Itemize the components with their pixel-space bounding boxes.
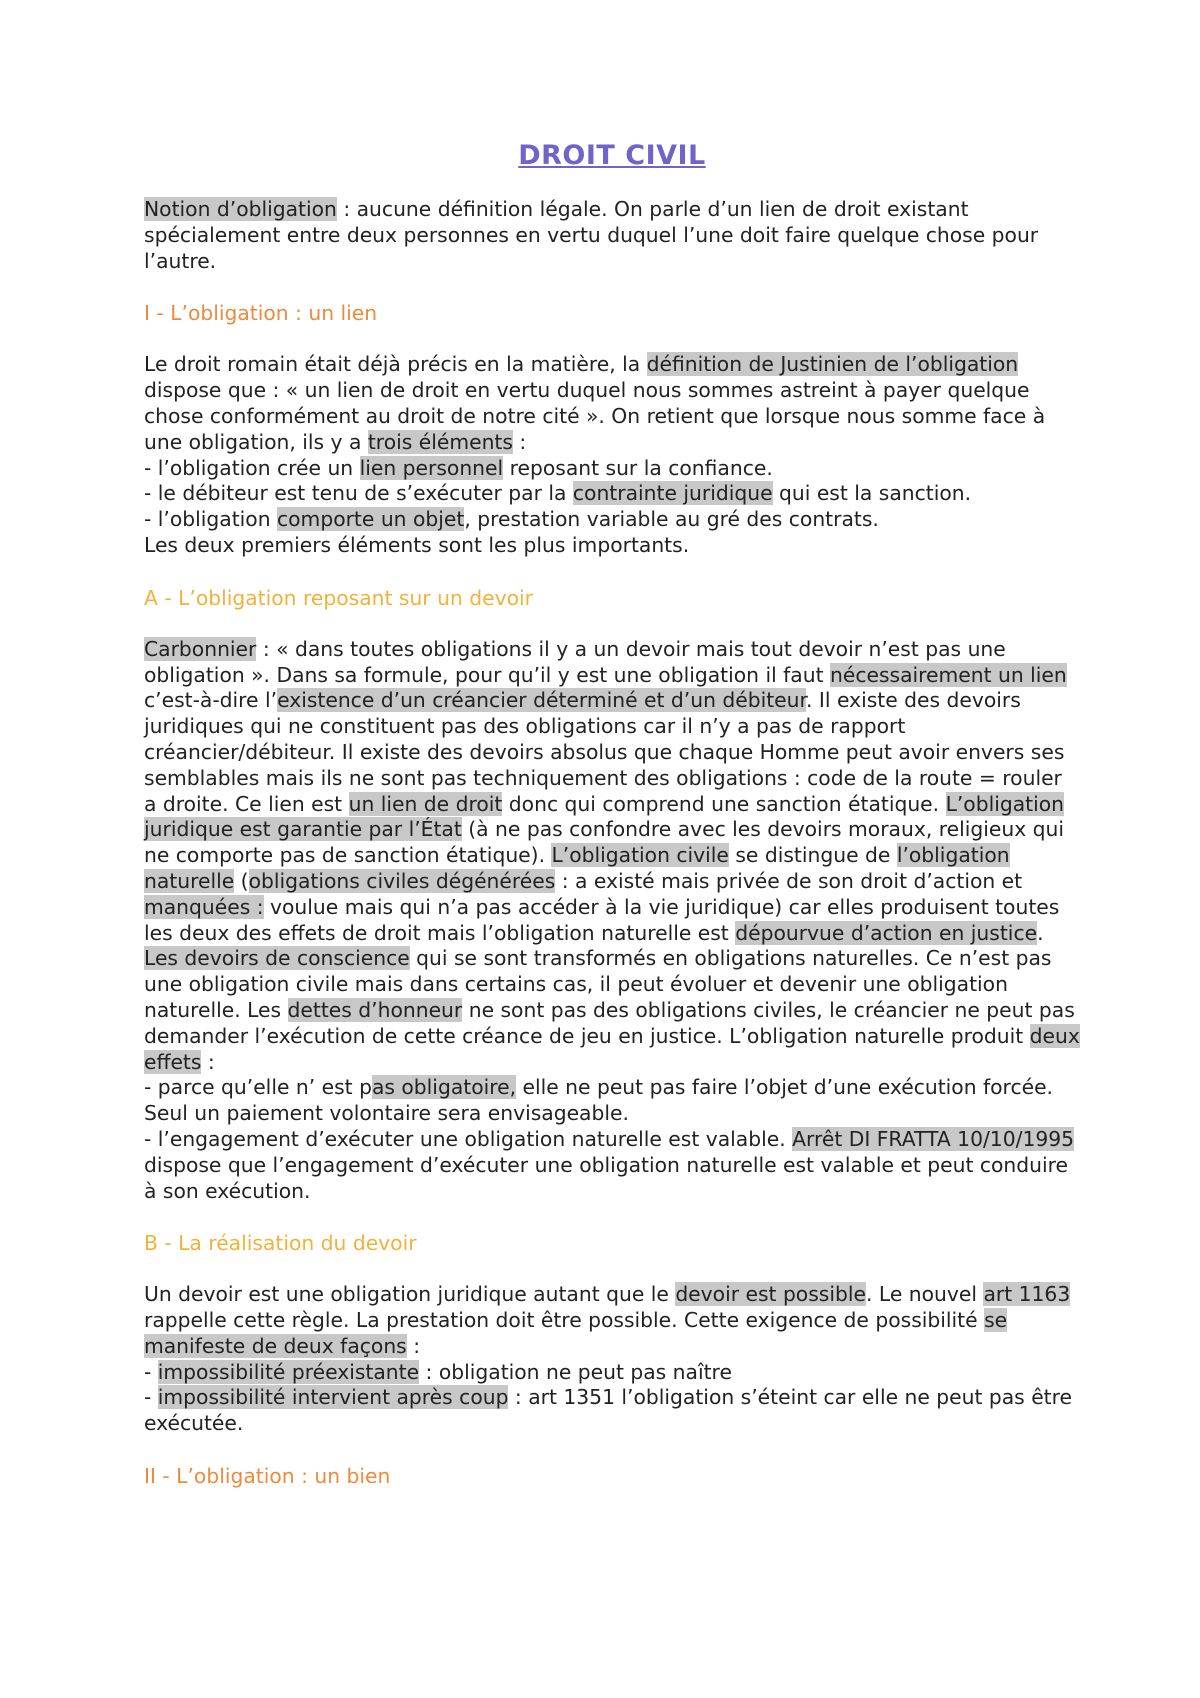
text-run: (	[234, 868, 249, 893]
section-heading-sA: A - L’obligation reposant sur un devoir	[144, 585, 533, 610]
highlighted-term: Les devoirs de conscience	[144, 946, 410, 971]
highlighted-term: contrainte juridique	[572, 481, 773, 506]
highlighted-term: L’obligation juridique est garantie par l’État	[144, 791, 1065, 842]
text-run: qui se sont transformés en obligations naturelles. Ce n’est pas une obligation civile mais dans certains cas, il peut évoluer et devenir une obligation naturelle. Les	[144, 946, 1052, 1022]
text-run: se distingue de	[728, 843, 897, 868]
text-run: dispose que l’engagement d’exécuter une obligation naturelle est valable et peut conduire à son exécution.	[144, 1152, 1069, 1203]
text-run: - l’engagement d’exécuter une obligation naturelle est valable.	[144, 1126, 793, 1151]
text-run: - parce qu’elle n’ est p	[144, 1075, 372, 1100]
text-run: : obligation ne peut pas naître	[419, 1359, 732, 1384]
paragraph-sB-0	[144, 1282, 1080, 1437]
text-run: . Il existe des devoirs juridiques qui ne constituent pas des obligations car il n’y a pas de rapport créancier/débiteur. Il existe des devoirs absolus que chaque Homme peut avoir envers ses semblables mais ils ne sont pas techniquement des obligations : code de la route = rouler a droite. Ce lien est	[144, 688, 1065, 816]
highlighted-term: deux effets	[144, 1023, 1080, 1074]
text-run: c’est-à-dire l’	[144, 688, 278, 713]
highlighted-term: existence d’un créancier déterminé et d’un débiteur	[277, 688, 806, 713]
text-run: - l’obligation crée un	[144, 455, 360, 480]
highlighted-term: dettes d’honneur	[287, 997, 463, 1022]
highlighted-term: Notion d’obligation	[144, 197, 337, 221]
text-run: (à ne pas confondre avec les devoirs moraux, religieux qui ne comporte pas de sanction étatique).	[144, 817, 1065, 868]
text-run: :	[512, 429, 527, 454]
highlighted-term: un lien de droit	[348, 791, 503, 816]
document-body	[144, 197, 1080, 1489]
highlighted-term: devoir est possible	[675, 1282, 866, 1307]
text-run: voulue mais qui n’a pas accéder à la vie juridique) car elles produisent toutes les deux des effets de droit mais l’obligation naturelle est	[144, 894, 1060, 945]
text-run: rappelle cette règle. La prestation doit être possible. Cette exigence de possibilité	[144, 1308, 985, 1333]
highlighted-term: Arrêt DI FRATTA 10/10/1995	[792, 1126, 1075, 1151]
text-run: Le droit romain était déjà précis en la matière, la	[144, 352, 647, 377]
highlighted-term: art 1163	[983, 1282, 1071, 1307]
highlighted-term: impossibilité intervient après coup	[157, 1385, 509, 1410]
text-run: :	[406, 1333, 421, 1358]
section-heading-sB: B - La réalisation du devoir	[144, 1231, 417, 1256]
highlighted-term: lien personnel	[359, 455, 504, 480]
text-run: : art 1351 l’obligation s’éteint car elle ne peut pas être exécutée.	[144, 1385, 1072, 1436]
highlighted-term: se manifeste de deux façons	[144, 1308, 1008, 1358]
paragraph-intro-0	[144, 197, 1080, 274]
highlighted-term: nécessairement un lien	[829, 662, 1067, 687]
highlighted-term: l’obligation naturelle	[144, 843, 1010, 893]
text-run: elle ne peut pas faire l’objet d’une exécution forcée. Seul un paiement volontaire sera envisageable.	[144, 1075, 1053, 1126]
text-run: : « dans toutes obligations il y a un devoir mais tout devoir n’est pas une obligation ». Dans sa formule, pour qu’il y est une obligation il faut	[144, 636, 1006, 687]
highlighted-term: as obligatoire,	[371, 1075, 517, 1100]
text-run: reposant sur la confiance.	[503, 455, 773, 480]
highlighted-term: obligations civiles dégénérées	[248, 868, 556, 893]
highlighted-term: impossibilité préexistante	[157, 1359, 420, 1384]
highlighted-term: trois éléments	[367, 429, 513, 454]
text-run: - l’obligation	[144, 507, 277, 532]
text-run: - le débiteur est tenu de s’exécuter par la	[144, 481, 573, 506]
page-title: DROIT CIVIL	[518, 140, 706, 171]
highlighted-term: comporte un objet	[277, 507, 465, 532]
highlighted-term: dépourvue d’action en justice	[735, 920, 1038, 945]
highlighted-term: manquées :	[144, 894, 264, 919]
text-run: Un devoir est une obligation juridique autant que le	[144, 1282, 676, 1307]
text-run: , prestation variable au gré des contrats.	[464, 507, 879, 532]
text-run: donc qui comprend une sanction étatique.	[502, 791, 946, 816]
section-heading-s2: II - L’obligation : un bien	[144, 1464, 391, 1489]
text-run: : aucune définition légale. On parle d’un lien de droit existant spécialement entre deux personnes en vertu duquel l’une doit faire quelque chose pour l’autre.	[144, 197, 1039, 273]
highlighted-term: Carbonnier	[144, 636, 257, 661]
text-run: dispose que : « un lien de droit en vertu duquel nous sommes astreint à payer quelque chose conformément au droit de notre cité ». On retient que lorsque nous somme face à une obligation, ils y a	[144, 378, 1046, 454]
section-heading-s1: I - L’obligation : un lien	[144, 301, 378, 326]
text-run: -	[144, 1359, 158, 1384]
text-run: . Le nouvel	[865, 1282, 984, 1307]
text-run: .	[1037, 920, 1044, 945]
text-run: -	[144, 1385, 158, 1410]
paragraph-sA-0	[144, 637, 1080, 1205]
text-run: :	[201, 1049, 215, 1074]
text-run: ne sont pas des obligations civiles, le créancier ne peut pas demander l’exécution de cette créance de jeu en justice. L’obligation naturelle produit	[144, 997, 1075, 1048]
text-run: Les deux premiers éléments sont les plus importants.	[144, 532, 690, 557]
text-run: qui est la sanction.	[772, 481, 972, 506]
paragraph-s1-0	[144, 352, 1080, 558]
highlighted-term: définition de Justinien de l’obligation	[646, 352, 1019, 377]
text-run: : a existé mais privée de son droit d’action et	[555, 868, 1023, 893]
highlighted-term: L’obligation civile	[551, 843, 729, 868]
